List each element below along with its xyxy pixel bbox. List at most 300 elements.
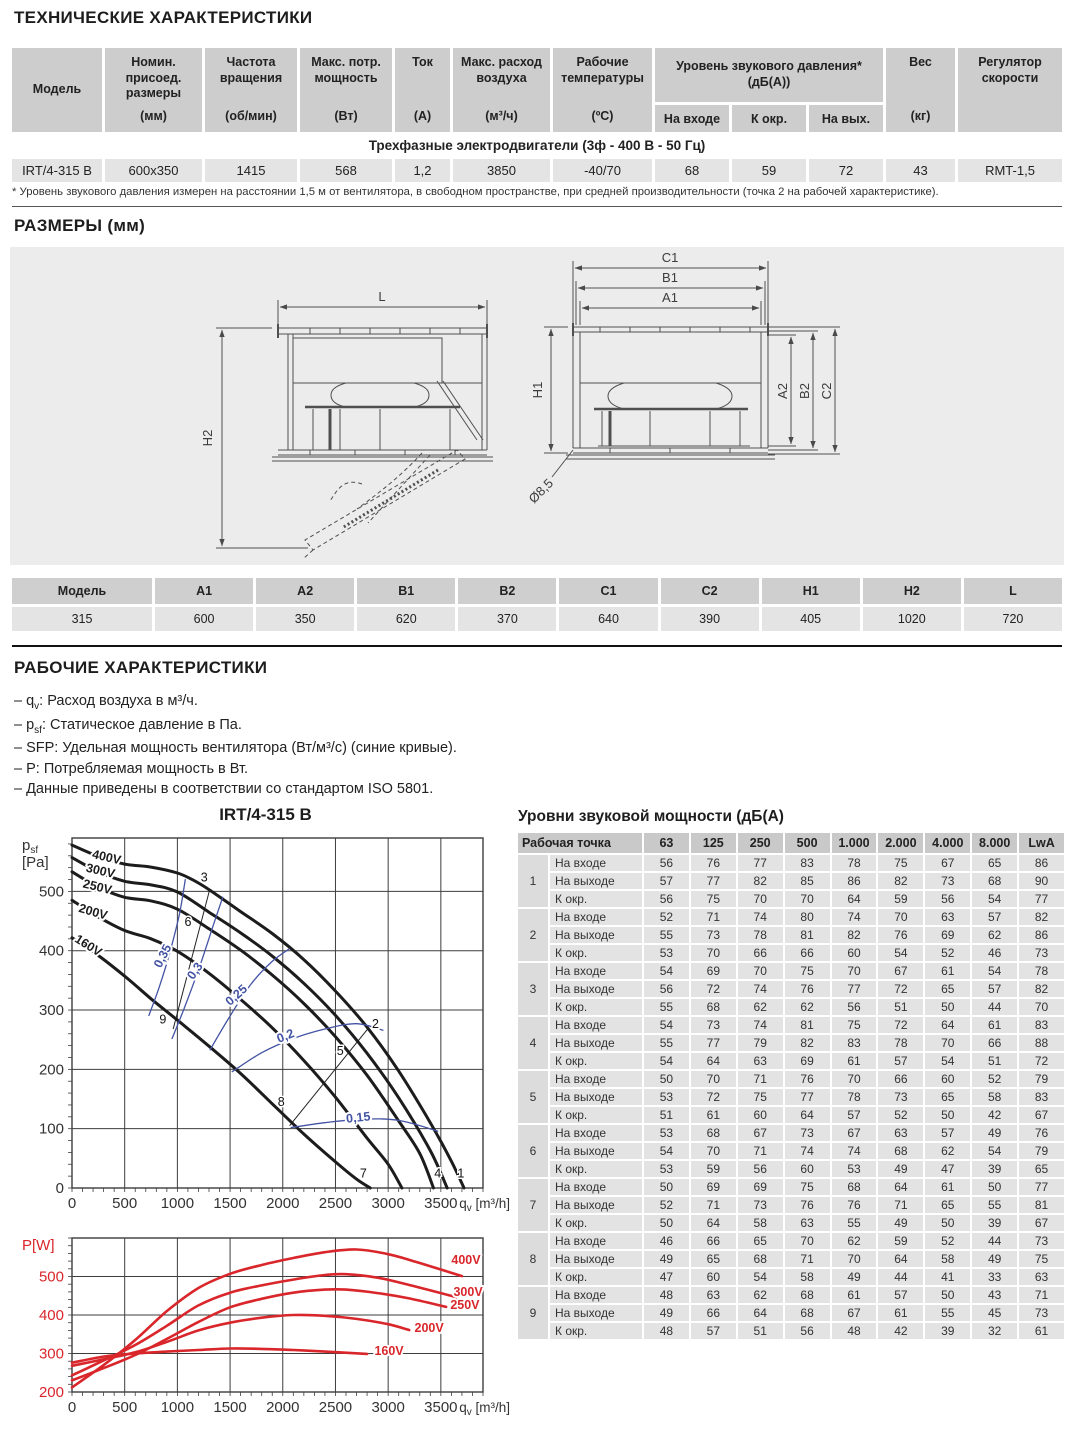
note-psf: – $p_{sf}$: Статическое давление в Па.: [14, 716, 242, 736]
x-axis-title: $q_v$ [m³/h]: [459, 1196, 510, 1214]
sound-value: 44: [972, 999, 1017, 1015]
sound-value: 76: [832, 1197, 877, 1213]
sound-value: 59: [878, 1233, 923, 1249]
sound-value: 70: [785, 891, 830, 907]
sound-header-freq: 4.000: [925, 833, 970, 853]
sound-value: 56: [738, 1161, 783, 1177]
sound-value: 58: [972, 1089, 1017, 1105]
dim-label-A2: A2: [775, 383, 790, 399]
sound-value: 52: [925, 1233, 970, 1249]
sound-value: 72: [878, 981, 923, 997]
sound-value: 82: [1019, 909, 1064, 925]
sound-value: 58: [738, 1215, 783, 1231]
dims-header-h1: H1: [762, 578, 860, 604]
sound-point-number: 6: [518, 1125, 548, 1177]
sound-value: 73: [1019, 1305, 1064, 1321]
sound-row-label: На входе: [550, 909, 642, 925]
x-tick-label: 1500: [213, 1399, 247, 1416]
sound-power-table: [518, 833, 1064, 1339]
sound-value: 86: [1019, 927, 1064, 943]
sound-value: 46: [644, 1233, 689, 1249]
sound-value: 47: [925, 1161, 970, 1177]
sound-value: 77: [832, 981, 877, 997]
sound-value: 53: [644, 945, 689, 961]
sound-value: 67: [1019, 1215, 1064, 1231]
sound-value: 49: [972, 1251, 1017, 1267]
sound-row-label: На выходе: [550, 1035, 642, 1051]
sound-value: 75: [785, 1179, 830, 1195]
sound-value: 56: [925, 891, 970, 907]
sound-row-label: На выходе: [550, 1089, 642, 1105]
x-tick-label: 2500: [318, 1195, 353, 1212]
y-tick-label: 400: [38, 1307, 64, 1324]
curve-label-200V: 200V: [77, 901, 110, 923]
sound-value: 76: [785, 1071, 830, 1087]
sound-value: 67: [832, 1125, 877, 1141]
sound-value: 64: [691, 1215, 736, 1231]
x-tick-label: 3000: [371, 1399, 405, 1416]
sound-value: 73: [785, 1125, 830, 1141]
sound-value: 74: [738, 1017, 783, 1033]
dims-header-a1: A1: [155, 578, 253, 604]
operating-point-6: 6: [184, 914, 192, 929]
y-tick-label: 300: [38, 1002, 64, 1020]
sound-value: 83: [832, 1035, 877, 1051]
sound-value: 70: [785, 1233, 830, 1249]
sound-value: 63: [925, 909, 970, 925]
sound-value: 56: [832, 999, 877, 1015]
sound-value: 57: [878, 1053, 923, 1069]
sound-value: 72: [878, 1017, 923, 1033]
y-axis-title: P[W]: [22, 1237, 55, 1254]
spec-value-model: IRT/4-315 B: [12, 159, 102, 182]
sound-value: 70: [691, 1071, 736, 1087]
sound-value: 49: [832, 1269, 877, 1285]
sound-value: 76: [785, 981, 830, 997]
dims-panel: [10, 247, 1064, 565]
sound-table-title: Уровни звуковой мощности (дБ(А): [518, 808, 784, 825]
sound-header-freq: 8.000: [972, 833, 1017, 853]
sound-value: 43: [972, 1287, 1017, 1303]
spec-value-rpm: 1415: [205, 159, 297, 182]
sound-value: 33: [972, 1269, 1017, 1285]
sound-value: 68: [785, 1287, 830, 1303]
sound-value: 80: [785, 909, 830, 925]
spec-col-regulator: Регулятор скорости: [958, 48, 1062, 132]
sound-value: 86: [832, 873, 877, 889]
sound-value: 82: [832, 927, 877, 943]
curve-label-400V: 400V: [90, 847, 123, 868]
sound-value: 57: [972, 909, 1017, 925]
sound-value: 70: [738, 963, 783, 979]
sound-value: 78: [878, 1035, 923, 1051]
dim-label-H2: H2: [200, 429, 215, 447]
sound-value: 79: [1019, 1071, 1064, 1087]
sound-value: 56: [644, 981, 689, 997]
sound-value: 58: [785, 1269, 830, 1285]
sound-header-freq: 250: [738, 833, 783, 853]
sound-row-label: К окр.: [550, 999, 642, 1015]
sound-sub-outlet: На вых.: [809, 105, 883, 132]
dims-value-c1: 640: [559, 607, 657, 631]
sound-value: 39: [972, 1161, 1017, 1177]
curve-300V: [72, 858, 447, 1188]
dims-value-b2: 370: [458, 607, 556, 631]
sound-value: 71: [691, 1197, 736, 1213]
sound-value: 50: [644, 1071, 689, 1087]
dim-label-L: L: [378, 289, 386, 304]
x-tick-label: 0: [67, 1399, 77, 1416]
sound-value: 54: [925, 1053, 970, 1069]
x-axis-title: $q_v$ [m³/h]: [459, 1400, 510, 1418]
sound-value: 53: [644, 1089, 689, 1105]
operating-point-8: 8: [277, 1095, 285, 1110]
curve-label-250V: 250V: [81, 876, 114, 898]
x-tick-label: 500: [112, 1195, 138, 1212]
sound-value: 52: [644, 909, 689, 925]
curve-250V: [72, 1289, 446, 1380]
sound-value: 57: [832, 1107, 877, 1123]
curve-label-SFP-0-25: 0,25: [222, 981, 251, 1009]
sound-value: 51: [738, 1323, 783, 1339]
sound-value: 70: [832, 1071, 877, 1087]
sound-row-label: К окр.: [550, 1053, 642, 1069]
sound-value: 68: [691, 1125, 736, 1141]
curve-label-SFP-0-3: 0,3: [184, 959, 206, 983]
sound-value: 68: [738, 1251, 783, 1267]
sound-point-number: 7: [518, 1179, 548, 1231]
spec-col-sound-group: [655, 48, 883, 132]
curve-200V: [72, 900, 402, 1188]
dim-label-C2: C2: [819, 382, 834, 400]
sound-row-label: К окр.: [550, 1161, 642, 1177]
spec-col-current: Ток (А): [395, 48, 450, 132]
operating-point-7: 7: [359, 1166, 367, 1181]
sound-value: 65: [972, 855, 1017, 871]
sound-value: 64: [738, 1305, 783, 1321]
sound-value: 78: [832, 1089, 877, 1105]
spec-col-size: Номин. присоед. размеры (мм): [105, 48, 202, 132]
dims-header-model: Модель: [12, 578, 152, 604]
sound-value: 60: [738, 1107, 783, 1123]
sound-value: 52: [644, 1197, 689, 1213]
sound-value: 51: [972, 1053, 1017, 1069]
sound-value: 66: [878, 1071, 923, 1087]
sound-value: 77: [1019, 891, 1064, 907]
sound-value: 63: [785, 1215, 830, 1231]
sound-value: 73: [925, 873, 970, 889]
sound-value: 62: [738, 999, 783, 1015]
x-tick-label: 3500: [424, 1399, 458, 1416]
spec-col-temp: Рабочие температуры (ºC): [553, 48, 652, 132]
sound-point-number: 8: [518, 1233, 548, 1285]
sound-value: 71: [691, 909, 736, 925]
sound-row-label: На входе: [550, 855, 642, 871]
sound-row-label: На входе: [550, 963, 642, 979]
sound-value: 67: [1019, 1107, 1064, 1123]
spec-col-airflow: Макс. расход воздуха (м³/ч): [453, 48, 550, 132]
sound-value: 70: [878, 909, 923, 925]
sound-value: 61: [972, 1017, 1017, 1033]
curve-160V: [72, 938, 370, 1188]
sound-value: 65: [1019, 1161, 1064, 1177]
spec-footnote: * Уровень звукового давления измерен на расстоянии 1,5 м от вентилятора, в свободном пространстве, при средней производительности (точка 2 на рабочей характеристике).: [12, 186, 939, 198]
sound-value: 55: [972, 1197, 1017, 1213]
x-tick-label: 3500: [424, 1195, 458, 1212]
spec-value-weight: 43: [886, 159, 955, 182]
sound-value: 73: [1019, 945, 1064, 961]
sound-value: 69: [925, 927, 970, 943]
sound-value: 70: [738, 891, 783, 907]
sound-value: 88: [1019, 1035, 1064, 1051]
sound-value: 73: [691, 927, 736, 943]
sound-value: 72: [691, 1089, 736, 1105]
x-tick-label: 1500: [213, 1195, 247, 1212]
curve-label-200V: 200V: [414, 1320, 444, 1335]
sound-value: 56: [644, 855, 689, 871]
sound-row-label: На входе: [550, 1179, 642, 1195]
dims-header-b1: B1: [357, 578, 455, 604]
sound-value: 49: [878, 1161, 923, 1177]
y-tick-label: 400: [38, 942, 64, 960]
sound-value: 78: [832, 855, 877, 871]
sound-value: 73: [1019, 1233, 1064, 1249]
sound-value: 81: [785, 927, 830, 943]
dim-label-H1: H1: [530, 381, 545, 399]
dims-value-b1: 620: [357, 607, 455, 631]
sound-value: 60: [785, 1161, 830, 1177]
spec-value-sound: [655, 159, 883, 182]
sound-value: 62: [925, 1143, 970, 1159]
sound-value: 51: [878, 999, 923, 1015]
sound-value: 81: [785, 1017, 830, 1033]
dims-value-model: 315: [12, 607, 152, 631]
sound-value: 74: [832, 909, 877, 925]
curve-label-400V: 400V: [451, 1253, 481, 1268]
curve-label-SFP-0-15: 0,15: [345, 1109, 372, 1126]
spec-value-sound-ambient: 59: [732, 159, 806, 182]
sound-value: 41: [925, 1269, 970, 1285]
x-tick-label: 2500: [318, 1399, 353, 1416]
sound-value: 61: [878, 1305, 923, 1321]
sound-value: 52: [925, 945, 970, 961]
sound-value: 58: [925, 1251, 970, 1267]
note-iso: – Данные приведены в соответствии со стандартом ISO 5801.: [14, 781, 434, 798]
sound-row-label: К окр.: [550, 1323, 642, 1339]
sound-value: 68: [878, 1143, 923, 1159]
perf-notes: [14, 692, 534, 801]
sound-value: 70: [925, 1035, 970, 1051]
sound-point-number: 5: [518, 1071, 548, 1123]
side-view-drawing: [216, 300, 493, 559]
power-chart: [18, 1230, 513, 1430]
sound-value: 68: [832, 1179, 877, 1195]
sound-value: 65: [925, 1197, 970, 1213]
sound-value: 57: [878, 1287, 923, 1303]
sound-value: 50: [925, 1287, 970, 1303]
dims-value-c2: 390: [661, 607, 759, 631]
sound-row-label: На выходе: [550, 1143, 642, 1159]
spec-value-airflow: 3850: [453, 159, 550, 182]
sound-row-label: На выходе: [550, 1197, 642, 1213]
sound-value: 50: [644, 1215, 689, 1231]
y-tick-label: 0: [55, 1180, 64, 1197]
dim-label-hole: Ø8,5: [525, 475, 557, 507]
sound-value: 64: [878, 1179, 923, 1195]
sound-header-freq: LwA: [1019, 833, 1064, 853]
sound-value: 54: [878, 945, 923, 961]
sound-header-point: Рабочая точка: [518, 833, 642, 853]
sound-value: 53: [644, 1125, 689, 1141]
sound-value: 56: [785, 1323, 830, 1339]
spec-value-sound-inlet: 68: [655, 159, 729, 182]
curve-label-160V: 160V: [374, 1344, 404, 1359]
sound-row-label: На выходе: [550, 1251, 642, 1267]
fan-performance-chart: [18, 828, 513, 1228]
divider: [12, 206, 1062, 207]
sound-value: 55: [644, 999, 689, 1015]
sound-value: 50: [925, 1215, 970, 1231]
sound-value: 75: [1019, 1251, 1064, 1267]
x-tick-label: 0: [67, 1195, 77, 1212]
sound-sub-inlet: На входе: [655, 105, 729, 132]
sound-value: 54: [644, 1053, 689, 1069]
dims-header-c1: C1: [559, 578, 657, 604]
dims-title: РАЗМЕРЫ (мм): [14, 216, 146, 235]
sound-header-freq: 125: [691, 833, 736, 853]
curve-400V: [72, 845, 464, 1188]
sound-point-number: 4: [518, 1017, 548, 1069]
curve-300V: [72, 1274, 457, 1375]
sound-value: 57: [925, 1125, 970, 1141]
curve-label-SFP-0-2: 0,2: [274, 1026, 297, 1046]
spec-value-regulator: RMT-1,5: [958, 159, 1062, 182]
y-tick-label: 300: [38, 1345, 64, 1363]
sound-value: 74: [738, 981, 783, 997]
dims-value-a1: 600: [155, 607, 253, 631]
spec-table: [12, 48, 1062, 182]
sound-row-label: К окр.: [550, 1269, 642, 1285]
curve-200V: [72, 1315, 409, 1366]
spec-value-current: 1,2: [395, 159, 450, 182]
sound-value: 67: [925, 855, 970, 871]
y-tick-label: 200: [38, 1061, 64, 1079]
sound-value: 54: [644, 963, 689, 979]
sound-value: 78: [738, 927, 783, 943]
y-axis-title: $p_{sf}$: [22, 837, 39, 856]
sound-value: 82: [878, 873, 923, 889]
sound-value: 75: [878, 855, 923, 871]
sound-value: 65: [691, 1251, 736, 1267]
sound-value: 71: [1019, 1287, 1064, 1303]
x-tick-label: 500: [112, 1399, 138, 1416]
sound-value: 54: [644, 1143, 689, 1159]
curve-label-SFP-0-35: 0,35: [150, 941, 175, 971]
sound-row-label: К окр.: [550, 1215, 642, 1231]
sound-value: 76: [878, 927, 923, 943]
sound-row-label: На входе: [550, 1071, 642, 1087]
sound-header-freq: 500: [785, 833, 830, 853]
sound-value: 63: [878, 1125, 923, 1141]
sound-value: 66: [691, 1305, 736, 1321]
note-sfp: – SFP: Удельная мощность вентилятора (Вт/м³/с) (синие кривые).: [14, 740, 457, 757]
sound-value: 60: [925, 1071, 970, 1087]
motor-band: Трехфазные электродвигатели (3ф - 400 В - 50 Гц): [12, 135, 1062, 156]
sound-value: 68: [691, 999, 736, 1015]
sound-value: 57: [691, 1323, 736, 1339]
dim-label-B2: B2: [797, 383, 812, 399]
spec-col-weight: Вес (кг): [886, 48, 955, 132]
sound-value: 69: [785, 1053, 830, 1069]
sound-row-label: К окр.: [550, 1107, 642, 1123]
x-tick-label: 3000: [371, 1195, 405, 1212]
sound-value: 50: [972, 1179, 1017, 1195]
sound-value: 64: [925, 1017, 970, 1033]
sound-value: 45: [972, 1305, 1017, 1321]
sound-value: 56: [644, 891, 689, 907]
sound-value: 49: [644, 1251, 689, 1267]
operating-point-9: 9: [159, 1012, 167, 1027]
spec-col-rpm: Частота вращения (об/мин): [205, 48, 297, 132]
sound-value: 86: [1019, 855, 1064, 871]
sound-value: 90: [1019, 873, 1064, 889]
curve-400V: [72, 1249, 462, 1387]
sound-value: 63: [738, 1053, 783, 1069]
sound-value: 55: [925, 1305, 970, 1321]
y-axis-title: [Pa]: [22, 854, 49, 871]
sound-value: 77: [785, 1089, 830, 1105]
sound-value: 62: [785, 999, 830, 1015]
sound-value: 53: [644, 1161, 689, 1177]
sound-value: 64: [832, 891, 877, 907]
sound-value: 50: [925, 999, 970, 1015]
y-tick-label: 500: [38, 883, 64, 901]
sound-value: 83: [1019, 1017, 1064, 1033]
tech-specs-title: ТЕХНИЧЕСКИЕ ХАРАКТЕРИСТИКИ: [14, 8, 313, 27]
sound-value: 72: [1019, 1053, 1064, 1069]
sound-value: 73: [878, 1089, 923, 1105]
sound-value: 61: [1019, 1323, 1064, 1339]
note-qv: – $q_v$: Расход воздуха в м³/ч.: [14, 693, 198, 712]
sound-value: 67: [738, 1125, 783, 1141]
sound-value: 63: [691, 1287, 736, 1303]
dims-header-b2: B2: [458, 578, 556, 604]
sound-value: 75: [832, 1017, 877, 1033]
front-view-drawing: [544, 261, 840, 477]
dims-header-a2: A2: [256, 578, 354, 604]
sound-value: 59: [691, 1161, 736, 1177]
sound-value: 52: [878, 1107, 923, 1123]
sound-value: 55: [644, 927, 689, 943]
sound-value: 75: [738, 1089, 783, 1105]
operating-point-3: 3: [200, 870, 208, 885]
sound-value: 82: [738, 873, 783, 889]
sound-value: 63: [1019, 1269, 1064, 1285]
sound-value: 49: [878, 1215, 923, 1231]
sound-value: 61: [925, 963, 970, 979]
sound-value: 69: [738, 1179, 783, 1195]
sound-value: 54: [644, 1017, 689, 1033]
y-tick-label: 200: [38, 1384, 64, 1401]
sound-value: 66: [738, 945, 783, 961]
sound-value: 42: [878, 1323, 923, 1339]
sound-point-number: 9: [518, 1287, 548, 1339]
sound-value: 62: [738, 1287, 783, 1303]
sound-value: 49: [972, 1125, 1017, 1141]
sound-value: 51: [644, 1107, 689, 1123]
note-p: – P: Потребляемая мощность в Вт.: [14, 760, 249, 777]
sound-header-freq: 1.000: [832, 833, 877, 853]
